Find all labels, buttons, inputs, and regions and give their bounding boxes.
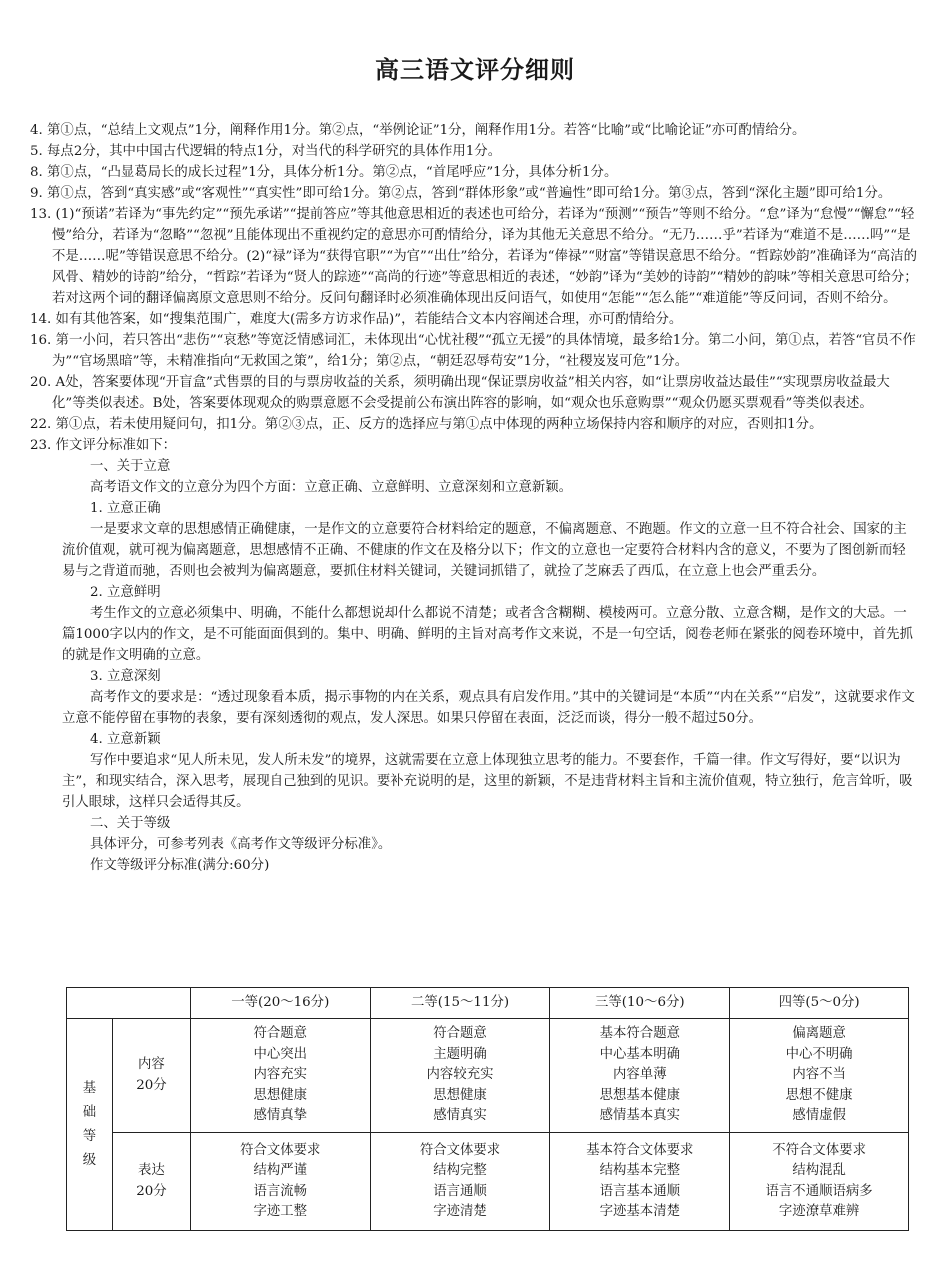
cell-line: 内容不当 bbox=[792, 1067, 846, 1083]
cell-line: 字迹工整 bbox=[253, 1204, 308, 1219]
intent-point-2-text: 考生作文的立意必须集中、明确，不能什么都想说却什么都说不清楚；或者含含糊糊、模棱两可。立意分散、立意含糊，是作文的大忌。一篇1000字以内的作文，是不可能面面俱到的。集中、明确、鲜明的主旨对高考作文来说，不是一句空话，阅卷老师在紧张的阅卷环境中，首先抓的就是作文明确的立意。 bbox=[62, 606, 913, 663]
cell-line: 基本符合文体要求 bbox=[586, 1142, 694, 1158]
cell-line: 符合题意 bbox=[433, 1026, 487, 1042]
rule-item-13: 13. (1)“预诺”若译为“事先约定”“预先承诺”“提前答应”等其他意思相近的表述也可给分，若译为“预测”“预告”等则不给分。“怠”译为“怠慢”“懈怠”“轻慢”给分，若译为“忽略”“忽视”且能体现出不重视约定的意思亦可酌情给分，译为其他无关意思不给分。“无乃……乎”若译为“难道不是……吗”“是不是……呢”等错误意思不给分。(2)“禄”译为“获得官职”“为官”“出仕”给分，若译为“俸禄”“财富”等错误意思不给分。“哲踪妙韵”准确译为“高洁的风骨、精妙的诗韵”给分，“哲踪”若译为“贤人的踪迹”“高尚的行迹”等意思相近的表述，“妙韵”译为“美妙的诗韵”“精妙的韵味”等相关意思可给分；若对这两个词的翻译偏离原文意思则不给分。反问句翻译时必须准确体现出反问语气，如使用“怎能”“怎么能”“难道能”等反问词，否则不给分。 bbox=[30, 207, 918, 306]
group-label-basic bbox=[67, 1019, 113, 1231]
cell-content-grade-4 bbox=[730, 1019, 909, 1133]
intent-intro: 高考语文作文的立意分为四个方面：立意正确、立意鲜明、立意深刻和立意新颖。 bbox=[90, 480, 573, 495]
scoring-rules bbox=[30, 120, 918, 876]
intent-point-3-text: 高考作文的要求是：“透过现象看本质，揭示事物的内在关系，观点具有启发作用。”其中的关键词是“本质”“内在关系”“启发”，这就要求作文立意不能停留在事物的表象，要有深刻透彻的观点，发人深思。如果只停留在表面，泛泛而谈，得分一般不超过50分。 bbox=[62, 690, 915, 726]
intent-point-2-heading: 2. 立意鲜明 bbox=[90, 585, 161, 600]
group-label-text: 基础等级 bbox=[82, 1080, 97, 1168]
cell-line: 内容较充实 bbox=[426, 1067, 494, 1083]
rule-item-14: 14. 如有其他答案，如“搜集范围广，难度大(需多方访求作品)”，若能结合文本内容阐述合理，亦可酌情给分。 bbox=[30, 312, 683, 327]
row-label-expression bbox=[112, 1133, 190, 1231]
cell-line: 思想不健康 bbox=[785, 1087, 853, 1103]
cell-line: 内容单薄 bbox=[613, 1067, 667, 1083]
rule-item-8: 8. 第①点，“凸显葛局长的成长过程”1分，具体分析1分。第②点，“首尾呼应”1分，具体分析1分。 bbox=[30, 165, 618, 180]
row-label-content-name: 内容 bbox=[138, 1057, 165, 1072]
header-grade-4: 四等(5～0分) bbox=[730, 988, 909, 1019]
cell-content-grade-3 bbox=[550, 1019, 730, 1133]
intent-point-3-heading: 3. 立意深刻 bbox=[90, 669, 161, 684]
rule-item-9: 9. 第①点，答到“真实感”或“客观性”“真实性”即可给1分。第②点，答到“群体形象”或“普遍性”即可给1分。第③点，答到“深化主题”即可给1分。 bbox=[30, 186, 892, 201]
grade-reference: 具体评分，可参考列表《高考作文等级评分标准》。 bbox=[90, 837, 392, 852]
intent-point-1-heading: 1. 立意正确 bbox=[90, 501, 161, 516]
cell-expression-grade-3 bbox=[550, 1133, 730, 1231]
cell-content-grade-1 bbox=[190, 1019, 370, 1133]
table-corner-cell bbox=[67, 988, 191, 1019]
page-title: 高三语文评分细则 bbox=[375, 56, 575, 84]
intent-point-4-heading: 4. 立意新颖 bbox=[90, 732, 161, 747]
cell-expression-grade-4 bbox=[730, 1133, 909, 1231]
header-grade-2: 二等(15～11分) bbox=[370, 988, 550, 1019]
rule-item-23: 23. 作文评分标准如下： bbox=[30, 438, 177, 453]
cell-line: 思想健康 bbox=[433, 1087, 487, 1103]
cell-line: 字迹清楚 bbox=[433, 1204, 487, 1219]
cell-line: 感情虚假 bbox=[792, 1108, 846, 1124]
cell-line: 基本符合题意 bbox=[599, 1026, 680, 1042]
row-label-expression-name: 表达 bbox=[138, 1163, 165, 1178]
cell-line: 感情真挚 bbox=[253, 1108, 308, 1124]
cell-line: 符合题意 bbox=[253, 1026, 308, 1042]
header-grade-3: 三等(10～6分) bbox=[550, 988, 730, 1019]
cell-line: 感情基本真实 bbox=[599, 1108, 680, 1124]
rule-item-20: 20. A处，答案要体现“开盲盒”式售票的目的与票房收益的关系，须明确出现“保证票房收益”相关内容，如“让票房收益达最佳”“实现票房收益最大化”等类似表述。B处，答案要体现观众的购票意愿不会受提前公布演出阵容的影响，如“观众也乐意购票”“观众仍愿买票观看”等类似表述。 bbox=[30, 375, 890, 411]
cell-content-grade-2 bbox=[370, 1019, 550, 1133]
cell-line: 不符合文体要求 bbox=[772, 1142, 866, 1158]
intent-point-4-text: 写作中要追求“见人所未见，发人所未发”的境界，这就需要在立意上体现独立思考的能力。不要套作，千篇一律。作文写得好，要“以识为主”，和现实结合，深入思考，展现自己独到的见识。要补充说明的是，这里的新颖，不是违背材料主旨和主流价值观，特立独行，危言耸听，吸引人眼球，这样只会适得其反。 bbox=[62, 753, 913, 810]
grade-table bbox=[66, 987, 909, 1231]
cell-line: 主题明确 bbox=[433, 1046, 487, 1062]
rule-item-5: 5. 每点2分，其中中国古代逻辑的特点1分，对当代的科学研究的具体作用1分。 bbox=[30, 144, 502, 159]
cell-line: 思想基本健康 bbox=[599, 1087, 680, 1103]
cell-line: 语言基本通顺 bbox=[599, 1183, 680, 1199]
row-label-content-score: 20分 bbox=[136, 1077, 167, 1093]
cell-line: 结构严谨 bbox=[253, 1163, 308, 1178]
cell-expression-grade-2 bbox=[370, 1133, 550, 1231]
intent-point-1-text: 一是要求文章的思想感情正确健康，一是作文的立意要符合材料给定的题意，不偏离题意、不跑题。作文的立意一旦不符合社会、国家的主流价值观，就可视为偏离题意，思想感情不正确、不健康的作文在及格分以下；作文的立意也一定要符合材料内含的意义，不要为了图创新而轻易与之背道而驰，否则也会被判为偏离题意，要抓住材料关键词，关键词抓错了，就捡了芝麻丢了西瓜，在立意上也会严重丢分。 bbox=[62, 522, 907, 579]
rule-item-22: 22. 第①点，若未使用疑问句，扣1分。第②③点，正、反方的选择应与第①点中体现的两种立场保持内容和顺序的对应，否则扣1分。 bbox=[30, 417, 823, 432]
header-grade-1: 一等(20～16分) bbox=[190, 988, 370, 1019]
cell-line: 结构完整 bbox=[433, 1163, 487, 1178]
cell-line: 中心突出 bbox=[253, 1046, 308, 1062]
cell-line: 思想健康 bbox=[253, 1087, 308, 1103]
cell-line: 符合文体要求 bbox=[419, 1142, 501, 1158]
cell-line: 字迹基本清楚 bbox=[599, 1204, 680, 1219]
cell-line: 感情真实 bbox=[433, 1108, 487, 1124]
cell-line: 语言通顺 bbox=[433, 1183, 487, 1199]
cell-line: 字迹潦草难辨 bbox=[778, 1204, 860, 1219]
row-label-content bbox=[112, 1019, 190, 1133]
cell-expression-grade-1 bbox=[190, 1133, 370, 1231]
rule-item-16: 16. 第一小问，若只答出“悲伤”“哀愁”等宽泛情感词汇，未体现出“心忧社稷”“孤立无援”的具体情境，最多给1分。第二小问，第①点，若答“官员不作为”“官场黑暗”等，未精准指向“无救国之策”，给1分；第②点，“朝廷忍辱苟安”1分，“社稷岌岌可危”1分。 bbox=[30, 333, 916, 369]
section-heading-intent: 一、关于立意 bbox=[90, 459, 171, 474]
cell-line: 中心不明确 bbox=[785, 1046, 853, 1062]
cell-line: 语言不通顺语病多 bbox=[765, 1183, 873, 1199]
cell-line: 语言流畅 bbox=[253, 1183, 308, 1199]
cell-line: 偏离题意 bbox=[792, 1026, 846, 1042]
section-heading-grade: 二、关于等级 bbox=[90, 816, 171, 831]
cell-line: 结构混乱 bbox=[792, 1163, 846, 1178]
table-caption: 作文等级评分标准(满分:60分) bbox=[90, 858, 270, 873]
table-row-expression bbox=[67, 1133, 909, 1231]
row-label-expression-score: 20分 bbox=[136, 1183, 167, 1199]
cell-line: 内容充实 bbox=[253, 1067, 308, 1083]
cell-line: 结构基本完整 bbox=[599, 1163, 680, 1178]
rule-item-4: 4. 第①点，“总结上文观点”1分，阐释作用1分。第②点，“举例论证”1分，阐释作用1分。若答“比喻”或“比喻论证”亦可酌情给分。 bbox=[30, 123, 806, 138]
cell-line: 中心基本明确 bbox=[599, 1046, 680, 1062]
table-row-content bbox=[67, 1019, 909, 1133]
cell-line: 符合文体要求 bbox=[240, 1142, 321, 1158]
table-header-row bbox=[67, 988, 909, 1019]
